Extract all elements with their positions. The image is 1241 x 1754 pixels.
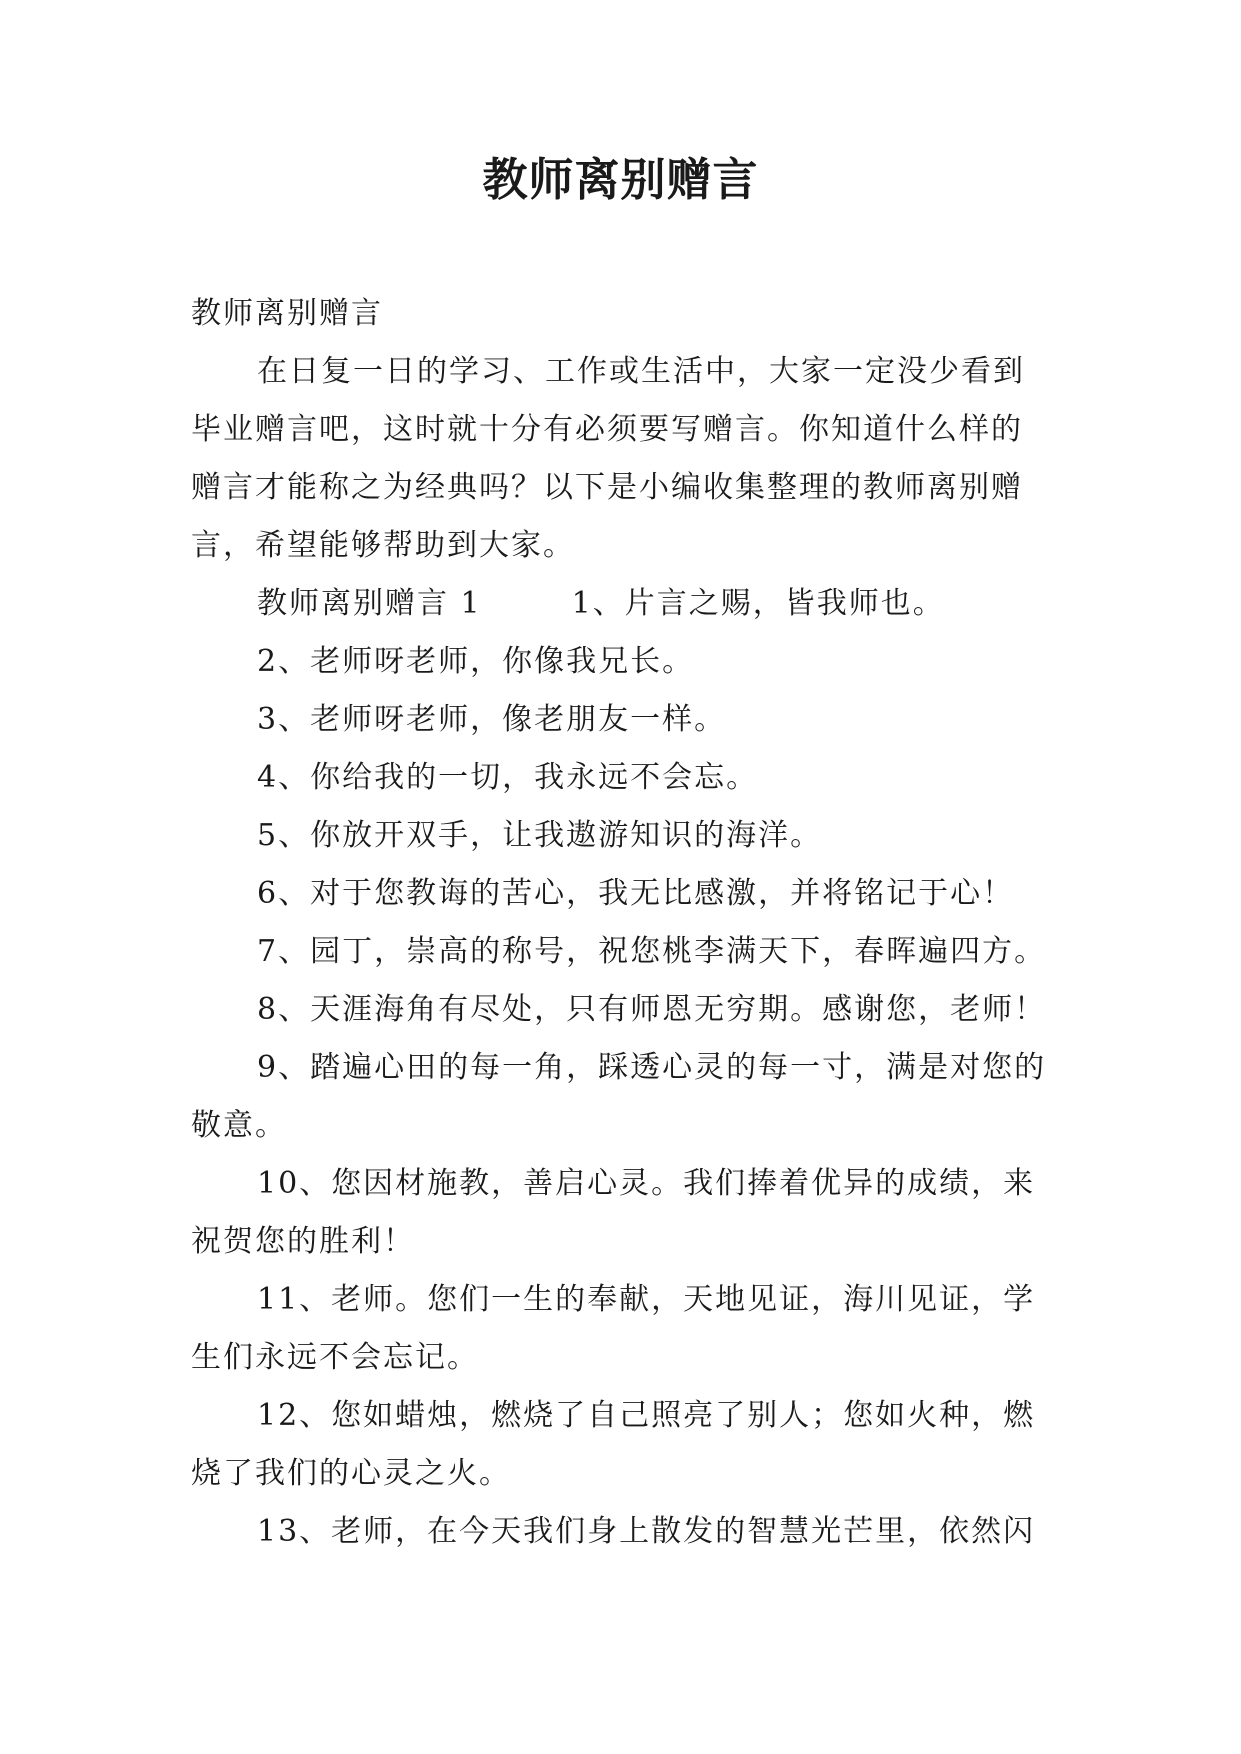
list-item: 3、老师呀老师，像老朋友一样。 xyxy=(257,702,727,737)
list-item: 12、您如蜡烛，燃烧了自己照亮了别人；您如火种，燃烧了我们的心灵之火。 xyxy=(191,1398,1036,1491)
list-item: 2、老师呀老师，你像我兄长。 xyxy=(257,644,695,679)
list-item: 4、你给我的一切，我永远不会忘。 xyxy=(257,760,759,795)
list-item: 10、您因材施教，善启心灵。我们捧着优异的成绩，来祝贺您的胜利！ xyxy=(191,1166,1036,1259)
list-item: 1、片言之赐，皆我师也。 xyxy=(571,586,945,621)
section-heading-line xyxy=(191,575,1051,633)
list-item: 7、园丁，崇高的称号，祝您桃李满天下，春晖遍四方。 xyxy=(257,934,1047,969)
list-item: 8、天涯海角有尽处，只有师恩无穷期。感谢您，老师！ xyxy=(257,992,1047,1027)
document-subtitle: 教师离别赠言 xyxy=(191,296,383,331)
list-item: 5、你放开双手，让我遨游知识的海洋。 xyxy=(257,818,823,853)
document-title: 教师离别赠言 xyxy=(482,153,759,206)
intro-paragraph: 在日复一日的学习、工作或生活中，大家一定没少看到毕业赠言吧，这时就十分有必须要写赠言。你知道什么样的赠言才能称之为经典吗？以下是小编收集整理的教师离别赠言，希望能够帮助到大家。 xyxy=(191,354,1025,563)
list-item: 11、老师。您们一生的奉献，天地见证，海川见证，学生们永远不会忘记。 xyxy=(191,1282,1036,1375)
list-item: 13、老师，在今天我们身上散发的智慧光芒里，依然闪 xyxy=(257,1514,1036,1549)
list-item: 9、踏遍心田的每一角，踩透心灵的每一寸，满是对您的敬意。 xyxy=(191,1050,1047,1143)
section-heading: 教师离别赠言 1 xyxy=(257,586,482,621)
document-body xyxy=(191,285,1051,1561)
list-item: 6、对于您教诲的苦心，我无比感激，并将铭记于心！ xyxy=(257,876,1015,911)
